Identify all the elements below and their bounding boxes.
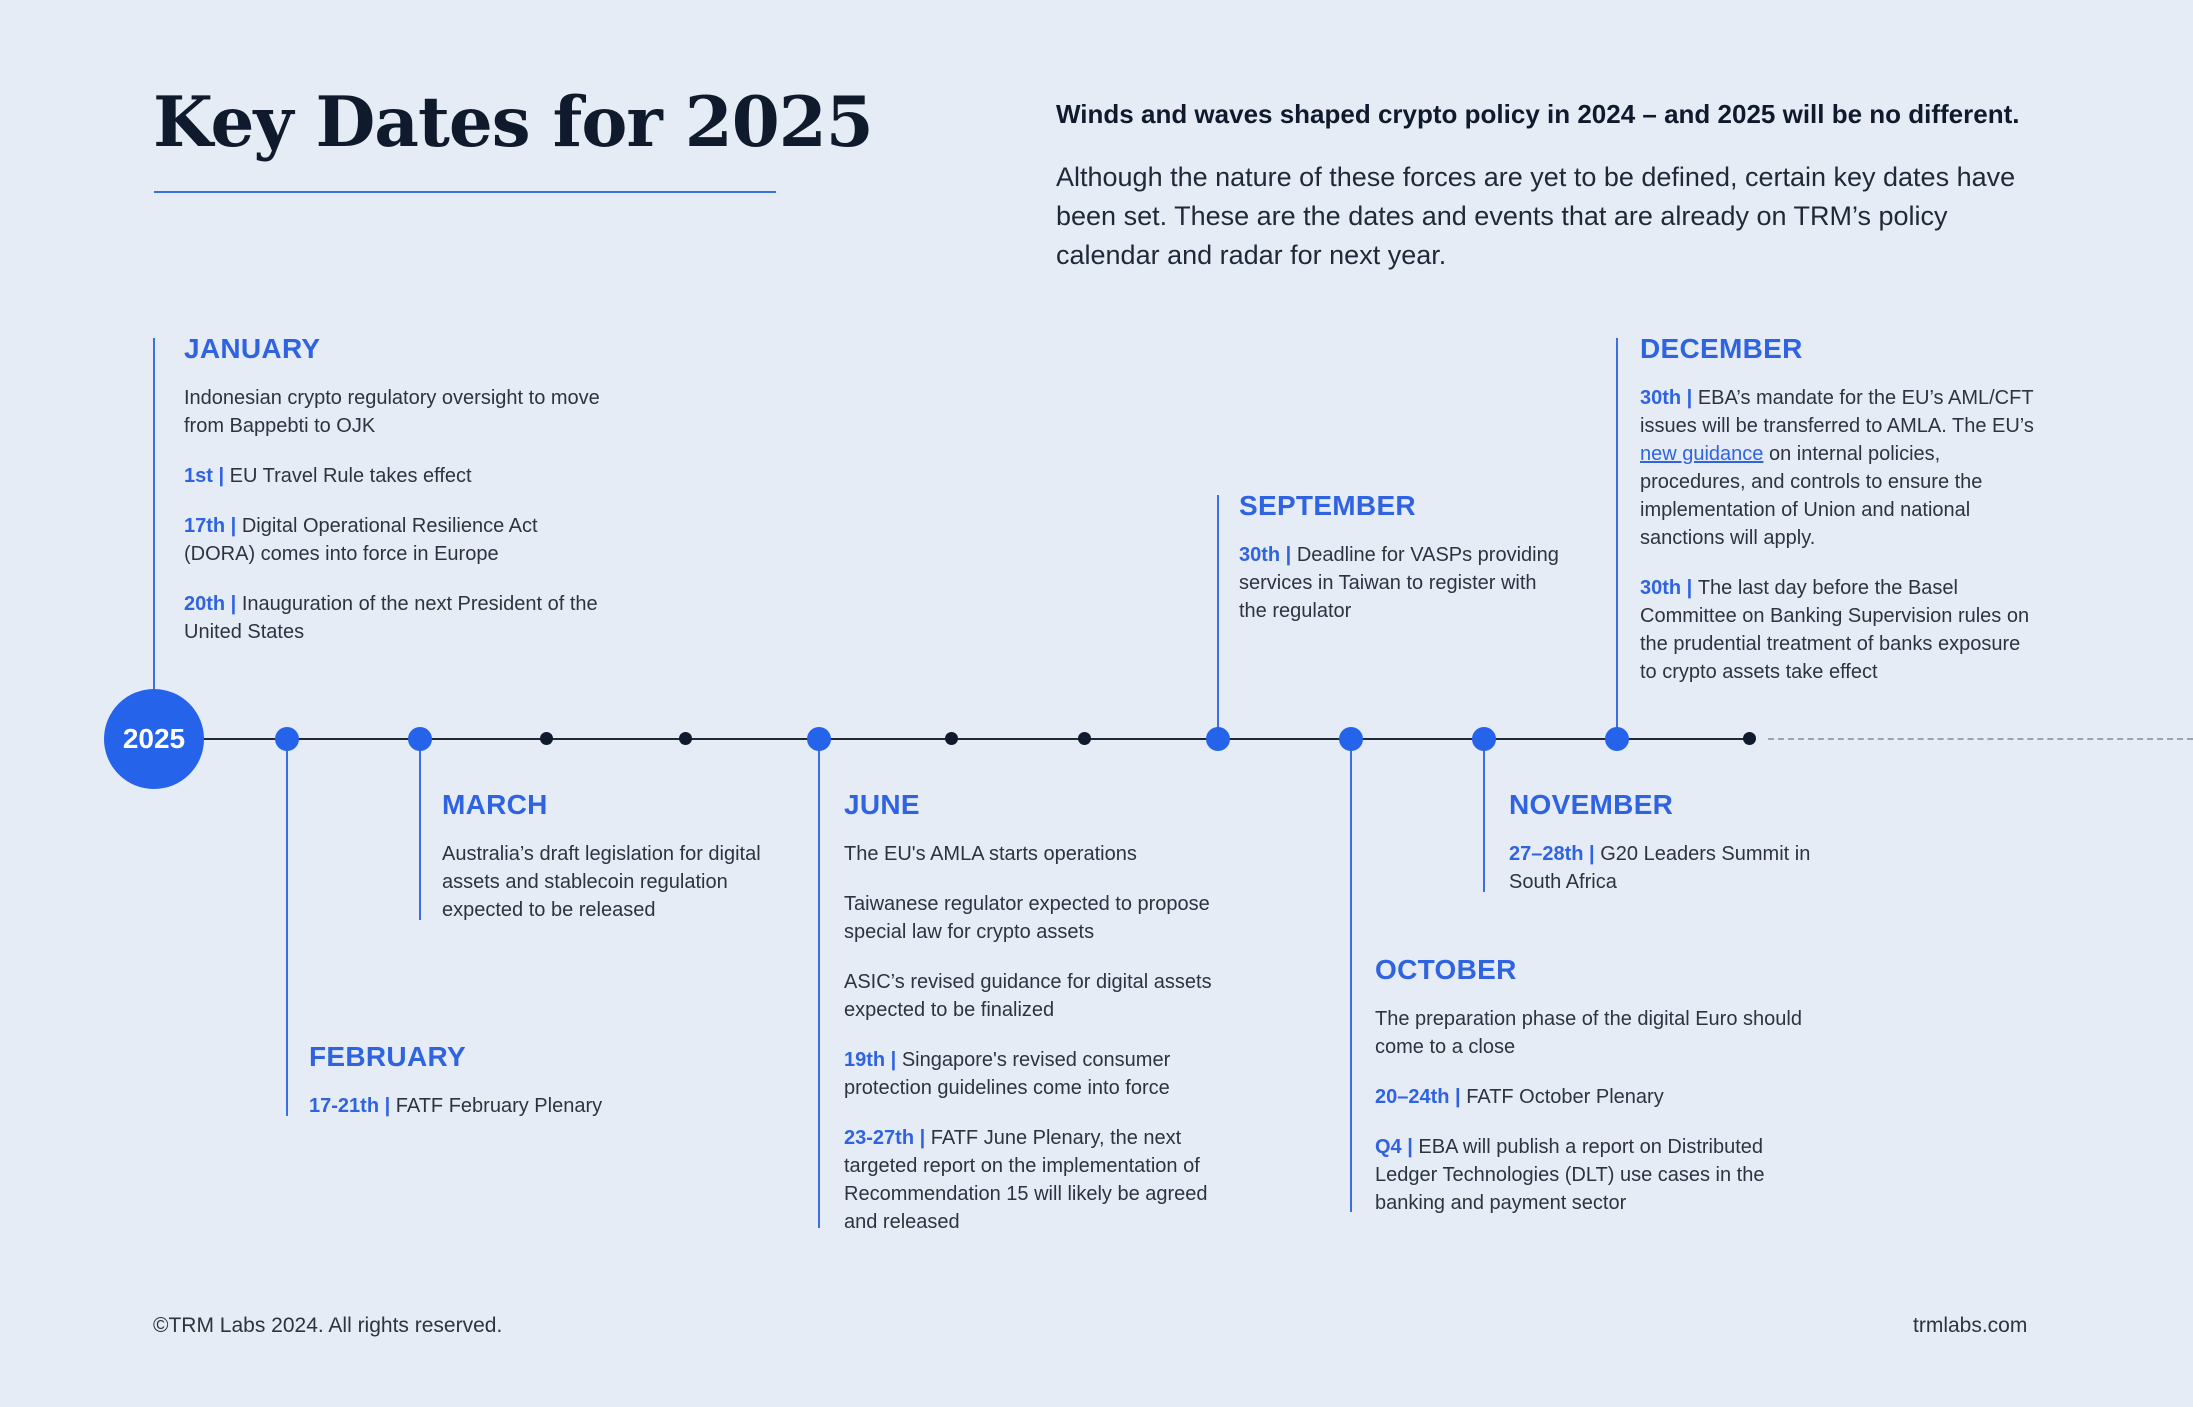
intro-paragraph: Although the nature of these forces are yet to be defined, certain key dates have been set. These are the dates and events that are already on TRM’s policy calendar and radar for next year.	[1056, 162, 2016, 270]
event-item	[844, 1046, 1244, 1102]
event-item	[184, 590, 614, 646]
date-separator: |	[1681, 577, 1698, 599]
event-text: FATF October Plenary	[1466, 1086, 1664, 1108]
november-connector	[1483, 740, 1485, 892]
february-connector	[286, 740, 288, 1116]
december-connector	[1616, 338, 1618, 738]
timeline-continuation	[1768, 738, 2193, 740]
june-connector	[818, 740, 820, 1228]
event-item	[844, 1124, 1244, 1236]
event-text: Indonesian crypto regulatory oversight to move from Bappebti to OJK	[184, 387, 600, 437]
january-connector	[153, 338, 155, 700]
november-marker	[1472, 727, 1496, 751]
event-item	[442, 840, 802, 924]
march-connector	[419, 740, 421, 920]
event-date: 30th	[1239, 544, 1281, 566]
event-text: EBA will publish a report on Distributed Ledger Technologies (DLT) use cases in the banking and payment sector	[1375, 1136, 1765, 1214]
february-marker	[275, 727, 299, 751]
site-link[interactable]: trmlabs.com	[1913, 1314, 2028, 1337]
event-text: FATF June Plenary, the next targeted report on the implementation of Recommendation 15 will likely be agreed and released	[844, 1127, 1208, 1233]
event-text: The EU's AMLA starts operations	[844, 843, 1137, 865]
event-date: 30th	[1640, 577, 1682, 599]
june-marker	[807, 727, 831, 751]
event-text: Digital Operational Resilience Act (DORA) comes into force in Europe	[184, 515, 538, 565]
october-connector	[1350, 740, 1352, 1212]
august-marker	[1078, 732, 1091, 745]
july-marker	[945, 732, 958, 745]
event-text: G20 Leaders Summit in South Africa	[1509, 843, 1811, 893]
month-label: OCTOBER	[1375, 954, 1517, 985]
event-item	[184, 462, 614, 490]
december-marker	[1605, 727, 1629, 751]
new-guidance-link[interactable]: new guidance	[1640, 443, 1764, 465]
event-text: Taiwanese regulator expected to propose special law for crypto assets	[844, 893, 1210, 943]
event-text: on internal policies, procedures, and controls to ensure the implementation of Union and national sanctions will apply.	[1640, 443, 1983, 549]
event-date: 19th	[844, 1049, 886, 1071]
event-text: Deadline for VASPs providing services in Taiwan to register with the regulator	[1239, 544, 1559, 622]
month-label: MARCH	[442, 789, 548, 820]
event-item	[1239, 541, 1559, 625]
date-separator: |	[212, 465, 230, 487]
date-separator: |	[1583, 843, 1601, 865]
event-text: EBA’s mandate for the EU’s AML/CFT issues will be transferred to AMLA. The EU’s	[1640, 387, 2034, 437]
intro-headline: Winds and waves shaped crypto policy in 2024 – and 2025 will be no different.	[1056, 99, 2020, 129]
event-date: 23-27th	[844, 1127, 915, 1149]
date-separator: |	[885, 1049, 902, 1071]
may-marker	[679, 732, 692, 745]
december-block	[1640, 332, 2040, 708]
date-separator: |	[1681, 387, 1698, 409]
event-date: 20th	[184, 593, 226, 615]
date-separator: |	[225, 515, 242, 537]
event-item	[1375, 1133, 1805, 1217]
month-label: DECEMBER	[1640, 333, 1803, 364]
page-title: Key Dates for 2025	[153, 82, 873, 163]
date-separator: |	[1280, 544, 1297, 566]
event-text: Singapore's revised consumer protection guidelines come into force	[844, 1049, 1171, 1099]
event-text: EU Travel Rule takes effect	[229, 465, 472, 487]
date-separator: |	[914, 1127, 931, 1149]
event-date: 17-21th	[309, 1095, 380, 1117]
date-separator: |	[1401, 1136, 1419, 1158]
event-date: 17th	[184, 515, 226, 537]
event-date: 27–28th	[1509, 843, 1584, 865]
date-separator: |	[225, 593, 242, 615]
february-block	[309, 1040, 639, 1142]
copyright-text: ©TRM Labs 2024. All rights reserved.	[153, 1314, 503, 1337]
event-item	[184, 384, 614, 440]
month-label: JANUARY	[184, 333, 321, 364]
event-text: FATF February Plenary	[395, 1095, 603, 1117]
september-connector	[1217, 495, 1219, 738]
event-text: Australia’s draft legislation for digital assets and stablecoin regulation expected to be released	[442, 843, 761, 921]
month-label: SEPTEMBER	[1239, 490, 1416, 521]
event-item	[1640, 384, 2040, 552]
june-block	[844, 788, 1244, 1258]
november-block	[1509, 788, 1829, 918]
october-block	[1375, 953, 1805, 1239]
event-item	[1640, 574, 2040, 686]
date-separator: |	[379, 1095, 396, 1117]
event-text: The last day before the Basel Committee on Banking Supervision rules on the prudential treatment of banks exposure to crypto assets take effect	[1640, 577, 2030, 683]
event-date: 20–24th	[1375, 1086, 1450, 1108]
event-item	[844, 968, 1244, 1024]
event-date: Q4	[1375, 1136, 1402, 1158]
title-underline	[154, 191, 776, 193]
january-block	[184, 332, 614, 668]
event-item	[844, 840, 1244, 868]
month-label: JUNE	[844, 789, 920, 820]
month-label: NOVEMBER	[1509, 789, 1674, 820]
event-item	[1375, 1083, 1805, 1111]
september-block	[1239, 489, 1559, 647]
month-label: FEBRUARY	[309, 1041, 466, 1072]
october-marker	[1339, 727, 1363, 751]
event-item	[309, 1092, 639, 1120]
event-item	[1375, 1005, 1805, 1061]
year-badge: 2025	[104, 689, 204, 789]
september-marker	[1206, 727, 1230, 751]
event-text: Inauguration of the next President of the United States	[184, 593, 598, 643]
march-block	[442, 788, 802, 946]
event-item	[184, 512, 614, 568]
event-date: 1st	[184, 465, 213, 487]
event-item	[844, 890, 1244, 946]
march-marker	[408, 727, 432, 751]
event-item	[1509, 840, 1829, 896]
event-text: ASIC’s revised guidance for digital assets expected to be finalized	[844, 971, 1212, 1021]
april-marker	[540, 732, 553, 745]
event-date: 30th	[1640, 387, 1682, 409]
date-separator: |	[1449, 1086, 1467, 1108]
event-text: The preparation phase of the digital Euro should come to a close	[1375, 1008, 1802, 1058]
next-year-marker	[1743, 732, 1756, 745]
